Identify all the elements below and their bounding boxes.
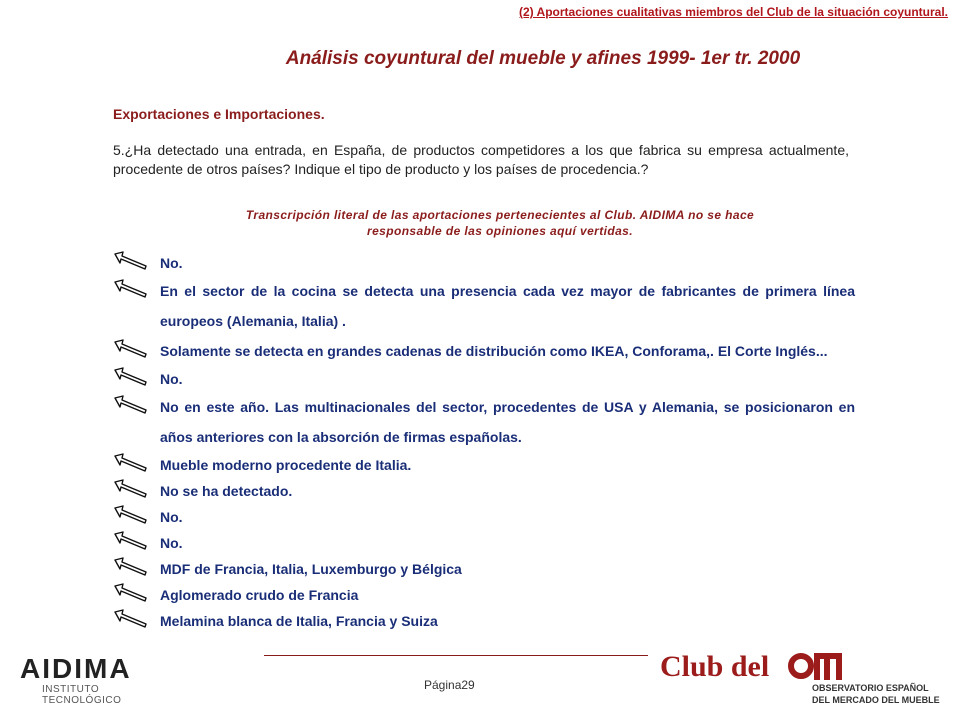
hollow-arrow-icon (112, 504, 150, 530)
hollow-arrow-icon (112, 366, 150, 392)
answer-item (110, 608, 855, 634)
observatorio-line-2: DEL MERCADO DEL MUEBLE (812, 695, 940, 705)
hollow-arrow-icon (112, 394, 150, 420)
hollow-arrow-icon (112, 530, 150, 556)
answer-item (110, 504, 855, 530)
hollow-arrow-icon (112, 608, 150, 634)
answer-text: Aglomerado crudo de Francia (160, 587, 359, 603)
answer-item (110, 276, 855, 336)
hollow-arrow-icon (112, 452, 150, 478)
aidima-logo (20, 654, 180, 706)
answer-text: MDF de Francia, Italia, Luxemburgo y Bélgica (160, 561, 462, 577)
answer-item (110, 392, 855, 452)
disclaimer-note (130, 207, 870, 239)
observatorio-line-1: OBSERVATORIO ESPAÑOL (812, 683, 929, 693)
answer-text: No se ha detectado. (160, 483, 293, 499)
answer-item (110, 366, 855, 392)
hollow-arrow-icon (112, 278, 150, 304)
answer-text: Mueble moderno procedente de Italia. (160, 457, 412, 473)
hollow-arrow-icon (112, 338, 150, 364)
disclaimer-line-2: responsable de las opiniones aquí vertidas. (367, 224, 633, 238)
answer-item (110, 582, 855, 608)
section-title: Exportaciones e Importaciones. (113, 106, 325, 122)
answer-text: En el sector de la cocina se detecta una presencia cada vez mayor de fabricantes de primera línea europeos (Alemania, Italia) . (160, 283, 855, 329)
hollow-arrow-icon (112, 582, 150, 608)
hollow-arrow-icon (112, 478, 150, 504)
answers-list (110, 250, 855, 634)
club-del-text: Club del (660, 650, 770, 683)
page-title: Análisis coyuntural del mueble y afines 1999- 1er tr. 2000 (285, 48, 801, 69)
page-number: Página29 (424, 678, 475, 692)
answer-item (110, 530, 855, 556)
answer-text: Solamente se detecta en grandes cadenas de distribución como IKEA, Conforama,. El Corte Inglés... (160, 343, 828, 359)
hollow-arrow-icon (112, 556, 150, 582)
answer-item (110, 452, 855, 478)
header-link[interactable]: (2) Aportaciones cualitativas miembros del Club de la situación coyuntural. (519, 5, 948, 19)
answer-item (110, 250, 855, 276)
answer-item (110, 336, 855, 366)
answer-text: No en este año. Las multinacionales del sector, procedentes de USA y Alemania, se posicionaron en años anteriores con la absorción de firmas españolas. (160, 399, 855, 445)
answer-text: No. (160, 509, 183, 525)
question-text: 5.¿Ha detectado una entrada, en España, de productos competidores a los que fabrica su empresa actualmente, procedente de otros países? Indique el tipo de producto y los países de procedencia.? (113, 142, 849, 177)
observatorio-label (812, 682, 940, 706)
footer-divider (264, 655, 648, 656)
disclaimer-line-1: Transcripción literal de las aportaciones pertenecientes al Club. AIDIMA no se hace (245, 208, 755, 222)
answer-item (110, 478, 855, 504)
answer-text: No. (160, 255, 183, 271)
answer-text: Melamina blanca de Italia, Francia y Suiza (160, 613, 438, 629)
answer-text: No. (160, 535, 183, 551)
hollow-arrow-icon (112, 250, 150, 276)
answer-text: No. (160, 371, 183, 387)
answer-item (110, 556, 855, 582)
aidima-logo-word: AIDIMA (20, 653, 132, 684)
aidima-logo-subtitle: INSTITUTO TECNOLÓGICO (42, 684, 122, 706)
